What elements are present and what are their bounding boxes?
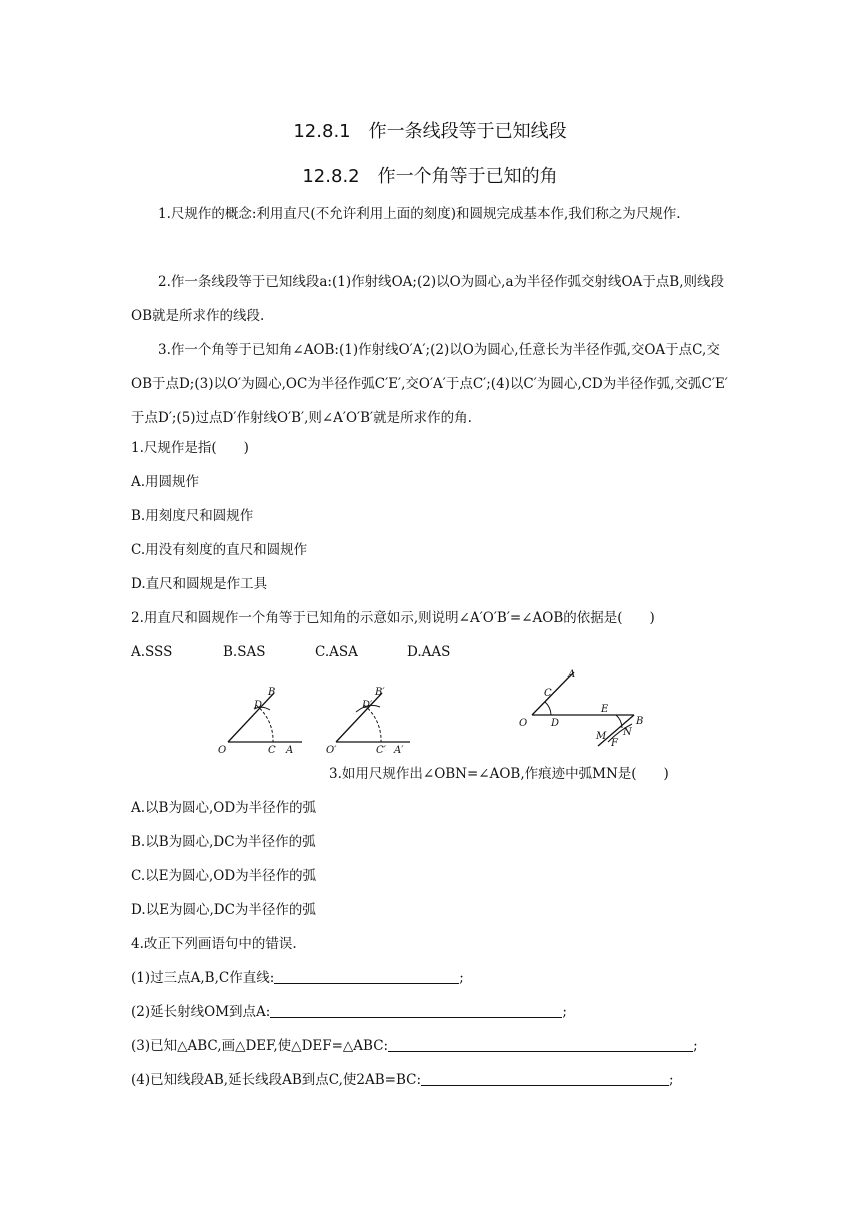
question-1-option-a: A.用圆规作 [131, 474, 200, 490]
item-3-text: (3)已知△ABC,画△DEF,使△DEF=△ABC: [131, 1038, 389, 1054]
item-2-text: (2)延长射线OM到点A: [131, 1004, 271, 1020]
question-3-option-d: D.以E为圆心,DC为半径作的弧 [131, 902, 316, 918]
fig2-label-d-prime: D′ [362, 700, 373, 711]
fig3-label-o: O [519, 718, 528, 729]
question-2-options [131, 642, 499, 662]
figure-angle-a-prime [322, 682, 417, 757]
question-2-option-b: B.SAS [223, 644, 266, 660]
fig1-label-c: C [268, 745, 276, 756]
question-1-option-c: C.用没有刻度的直尺和圆规作 [131, 542, 308, 558]
question-4-item-2 [131, 1002, 567, 1022]
question-2-option-d: D.AAS [407, 644, 451, 660]
item-1-end: ; [459, 970, 464, 986]
fig3-label-c: C [544, 688, 552, 699]
note-3: 3.作一个角等于已知角∠AOB:(1)作射线O′A′;(2)以O为圆心,任意长为半径作弧,交OA于点C,交OB于点D;(3)以O′为圆心,OC为半径作弧C′E′,交O′A′于点C′;(4)以C′为圆心,CD为半径作弧,交弧C′E′于点D′;(5)过点D′作射线O′B′,则∠A′O′B′就是所求作的角. [131, 342, 728, 426]
section-title-1: 12.8.1 作一条线段等于已知线段 [293, 121, 567, 142]
figure-angle-obn [512, 664, 662, 749]
question-2-stem: 2.用直尺和圆规作一个角等于已知角的示意如示,则说明∠A′O′B′=∠AOB的依据是( ) [131, 610, 655, 626]
fig1-label-b: B [268, 687, 276, 698]
item-3-end: ; [693, 1038, 698, 1054]
question-3-option-b: B.以B为圆心,DC为半径作的弧 [131, 834, 316, 850]
fig3-label-e: E [601, 704, 609, 715]
question-4-stem: 4.改正下列画语句中的错误. [131, 936, 297, 952]
fig1-label-o: O [218, 745, 227, 756]
item-2-end: ; [562, 1004, 567, 1020]
question-2-option-c: C.ASA [315, 644, 358, 660]
item-1-text: (1)过三点A,B,C作直线: [131, 970, 275, 986]
question-2-option-a: A.SSS [131, 644, 173, 660]
answer-blank-3[interactable] [388, 1037, 693, 1052]
question-4-item-1 [131, 968, 464, 988]
fig3-label-f: F [611, 738, 618, 749]
answer-blank-4[interactable] [421, 1071, 669, 1086]
question-1-option-d: D.直尺和圆规是作工具 [131, 576, 268, 592]
fig1-label-d: D [254, 700, 263, 711]
question-3-option-a: A.以B为圆心,OD为半径作的弧 [131, 800, 317, 816]
question-1-option-b: B.用刻度尺和圆规作 [131, 508, 254, 524]
question-4-item-3 [131, 1036, 698, 1056]
fig3-label-a: A [568, 669, 576, 680]
answer-blank-2[interactable] [270, 1003, 562, 1018]
question-3-stem: 3.如用尺规作出∠OBN=∠AOB,作痕迹中弧MN是( ) [329, 766, 669, 782]
fig3-label-d: D [551, 718, 560, 729]
note-1: 1.尺规作的概念:利用直尺(不允许利用上面的刻度)和圆规完成基本作,我们称之为尺规作. [158, 206, 681, 222]
question-3-option-c: C.以E为圆心,OD为半径作的弧 [131, 868, 317, 884]
fig2-label-b-prime: B′ [375, 687, 385, 698]
answer-blank-1[interactable] [274, 969, 459, 984]
fig2-label-o-prime: O′ [326, 745, 337, 756]
figure-angle-aob [210, 682, 305, 757]
fig2-label-c-prime: C′ [376, 745, 386, 756]
question-4-item-4 [131, 1070, 674, 1090]
item-4-text: (4)已知线段AB,延长线段AB到点C,使2AB=BC: [131, 1072, 422, 1088]
note-2: 2.作一条线段等于已知线段a:(1)作射线OA;(2)以O为圆心,a为半径作弧交射线OA于点B,则线段OB就是所求作的线段. [131, 274, 725, 324]
fig3-label-n: N [623, 727, 632, 738]
fig1-label-a: A [286, 745, 294, 756]
section-title-2: 12.8.2 作一个角等于已知的角 [302, 166, 558, 187]
fig3-label-b: B [636, 716, 644, 727]
question-1-stem: 1.尺规作是指( ) [131, 440, 249, 456]
fig3-label-m: M [596, 731, 607, 742]
item-4-end: ; [669, 1072, 674, 1088]
fig2-label-a-prime: A′ [394, 745, 404, 756]
